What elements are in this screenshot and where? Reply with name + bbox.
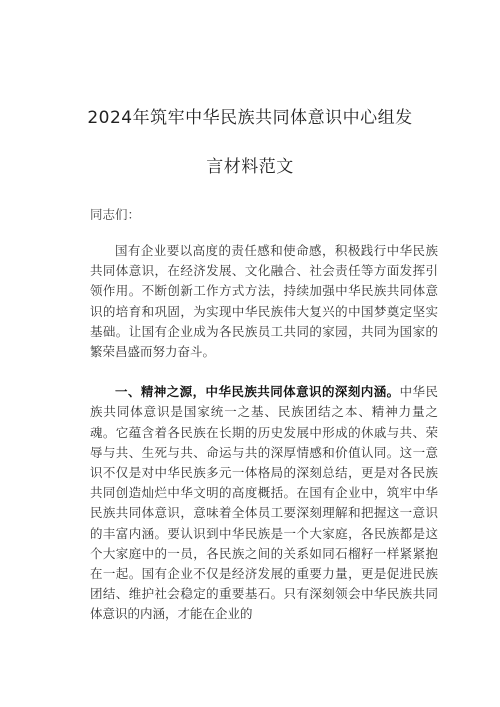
section-1-text: 中华民族共同体意识是国家统一之基、民族团结之本、精神力量之魂。它蕴含着各民族在长期的历史发展中形成的休戚与共、荣辱与共、生死与共、命运与共的深厚情感和价值认同。这一意识不仅是对中华民族多元一体格局的深刻总结，更是对各民族共同创造灿烂中华文明的高度概括。在国有企业中，筑牢中华民族共同体意识，意味着全体员工要深刻理解和把握这一意识的丰富内涵。要认识到中华民族是一个大家庭，各民族都是这个大家庭中的一员，各民族之间的关系如同石榴籽一样紧紧抱在一起。国有企业不仅是经济发展的重要力量，更是促进民族团结、维护社会稳定的重要基石。只有深刻领会中华民族共同体意识的内涵，才能在企业的 — [90, 384, 438, 622]
section-1-heading: 一、精神之源，中华民族共同体意识的深刻内涵。 — [115, 384, 400, 400]
document-title-line-1: 2024年筑牢中华民族共同体意识中心组发 — [87, 108, 413, 128]
document-title-line-2: 言材料范文 — [206, 157, 294, 177]
salutation: 同志们： — [90, 207, 141, 222]
paragraph-section-1 — [90, 382, 438, 624]
paragraph-intro-text: 国有企业要以高度的责任感和使命感，积极践行中华民族共同体意识，在经济发展、文化融合、社会责任等方面发挥引领作用。不断创新工作方式方法，持续加强中华民族共同体意识的培育和巩固，为实现中华民族伟大复兴的中国梦奠定坚实基础。让国有企业成为各民族员工共同的家园，共同为国家的繁荣昌盛而努力奋斗。 — [90, 243, 438, 360]
paragraph-intro — [90, 241, 438, 362]
document-body — [90, 241, 438, 625]
